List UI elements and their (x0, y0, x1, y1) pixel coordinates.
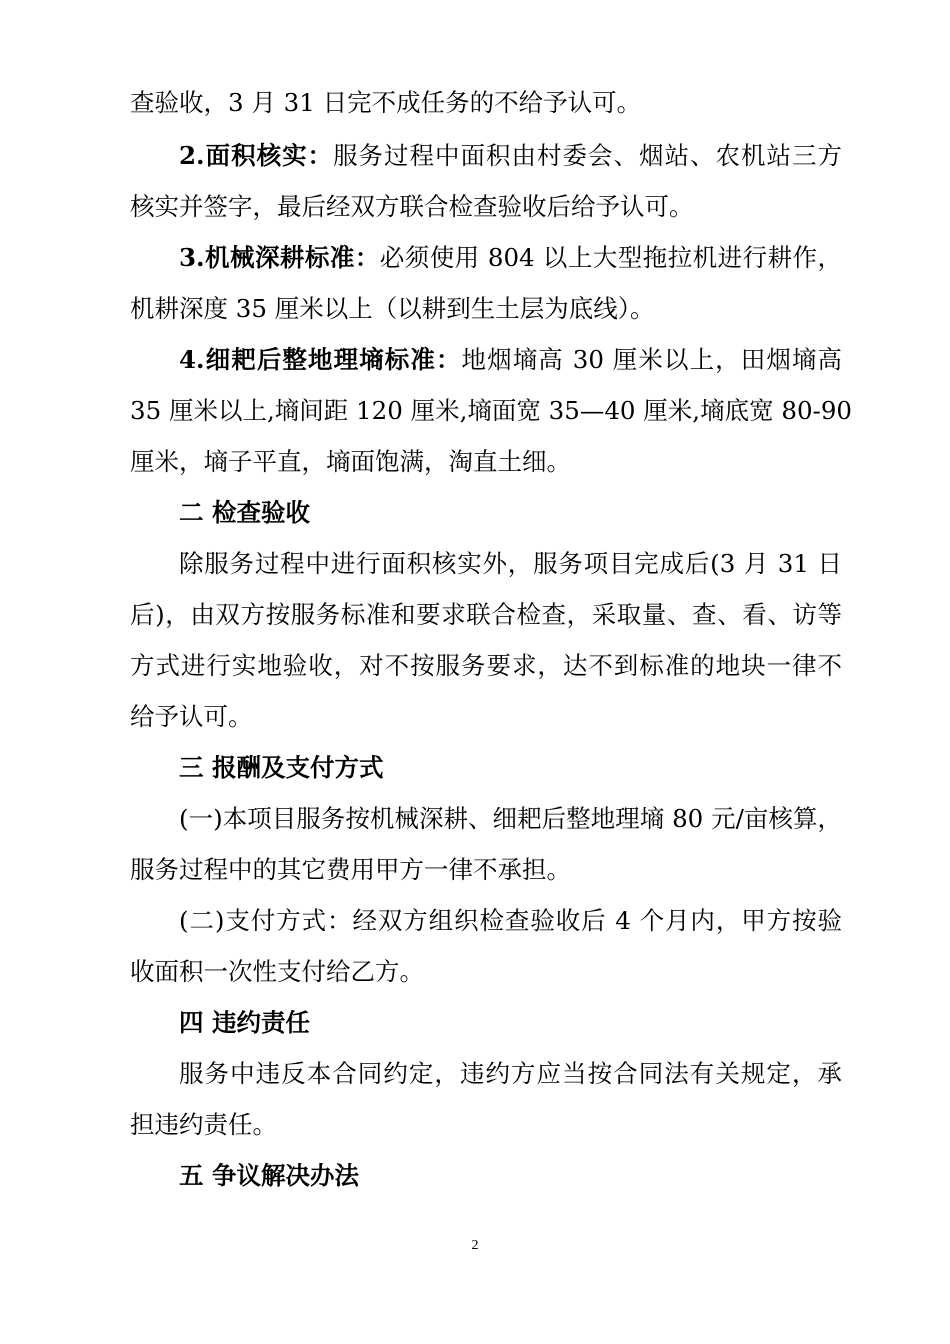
paragraph-label: 3.机械深耕标准： (179, 243, 380, 272)
text-line: 方式进行实地验收，对不按服务要求，达不到标准的地块一律不 (130, 651, 842, 680)
text-line: 厘米，墒子平直，墒面饱满，淘直土细。 (130, 447, 571, 476)
text-line: 给予认可。 (130, 702, 253, 731)
page-number: 2 (471, 1238, 479, 1253)
section-heading: 四 违约责任 (179, 1008, 311, 1037)
text-line: (一)本项目服务按机械深耕、细耙后整地理墒 80 元/亩核算， (179, 804, 842, 833)
section-heading: 二 检查验收 (179, 498, 311, 527)
text-line: 收面积一次性支付给乙方。 (130, 957, 424, 986)
paragraph-ridge-standard (179, 345, 842, 375)
paragraph-text: 服务过程中面积由村委会、烟站、农机站三方 (333, 141, 843, 170)
text-line: 35 厘米以上,墒间距 120 厘米,墒面宽 35—40 厘米,墒底宽 80-90 (130, 396, 853, 425)
section-heading: 三 报酬及支付方式 (179, 753, 384, 782)
text-line: 查验收，3 月 31 日完不成任务的不给予认可。 (130, 88, 642, 117)
text-line: 机耕深度 35 厘米以上（以耕到生土层为底线）。 (130, 294, 655, 323)
section-heading: 五 争议解决办法 (179, 1161, 360, 1190)
paragraph-label: 2.面积核实： (179, 141, 334, 170)
paragraph-text: 地烟墒高 30 厘米以上，田烟墒高 (461, 345, 842, 374)
paragraph-deep-plowing (179, 243, 842, 273)
text-line: (二)支付方式：经双方组织检查验收后 4 个月内，甲方按验 (179, 906, 842, 935)
text-line: 服务过程中的其它费用甲方一律不承担。 (130, 855, 571, 884)
text-line: 除服务过程中进行面积核实外，服务项目完成后(3 月 31 日 (179, 549, 842, 578)
paragraph-text: 必须使用 804 以上大型拖拉机进行耕作， (379, 243, 842, 272)
text-line: 后)，由双方按服务标准和要求联合检查，采取量、查、看、访等 (130, 600, 842, 629)
text-line: 担违约责任。 (130, 1110, 277, 1139)
text-line: 服务中违反本合同约定，违约方应当按合同法有关规定，承 (179, 1059, 842, 1088)
paragraph-area-verification (179, 141, 842, 171)
text-line: 核实并签字，最后经双方联合检查验收后给予认可。 (130, 192, 694, 221)
paragraph-label: 4.细耙后整地理墒标准： (179, 345, 462, 374)
